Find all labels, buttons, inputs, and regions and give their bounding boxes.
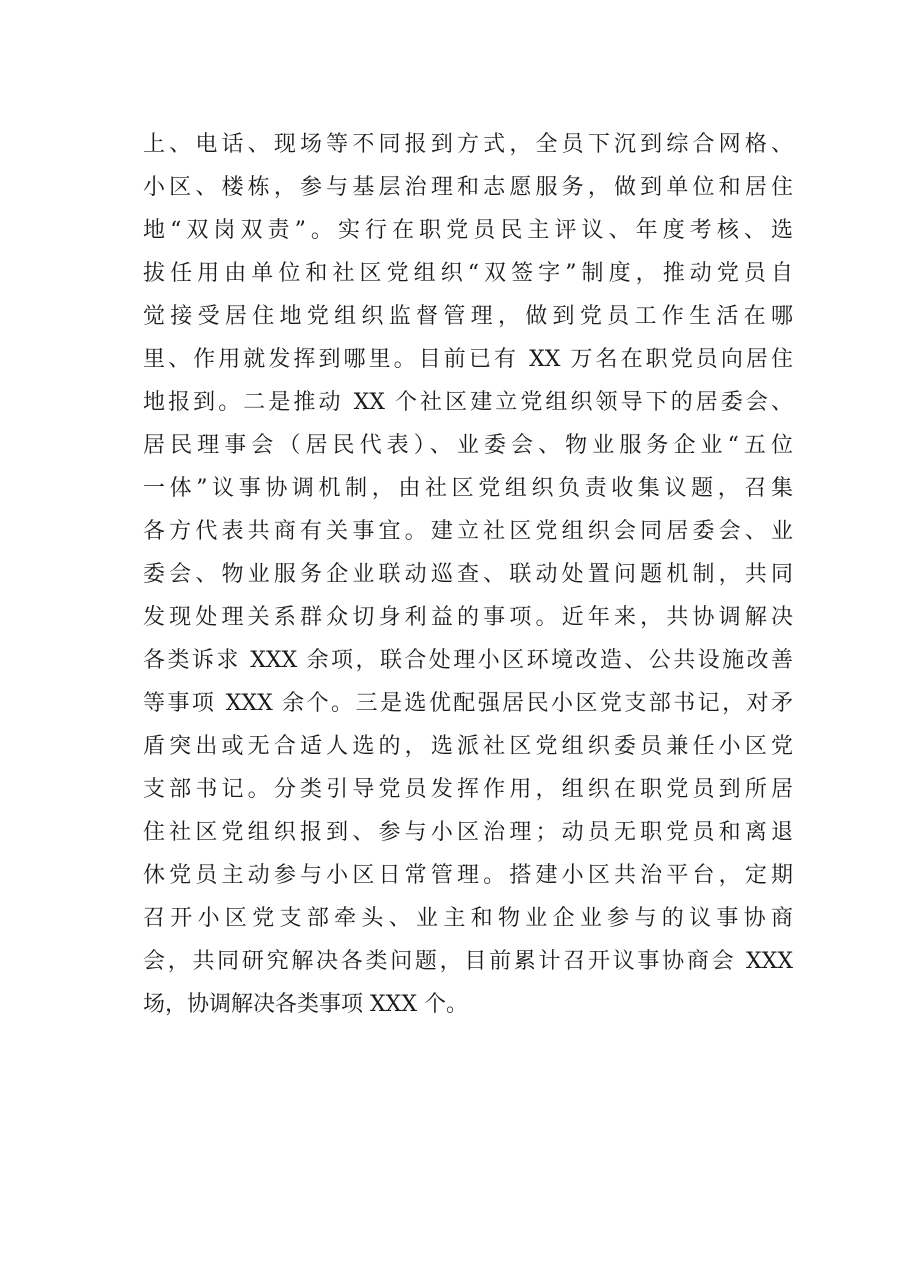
text-line: 地“双岗双责”。实行在职党员民主评议、年度考核、选 [143,218,793,243]
body-paragraph [143,123,793,1026]
text-line: 支部书记。分类引导党员发挥作用，组织在职党员到所居 [143,777,793,802]
text-line: 觉接受居住地党组织监督管理，做到党员工作生活在哪 [143,304,793,329]
text-line: 等事项 XXX 余个。三是选优配强居民小区党支部书记，对矛 [143,691,793,716]
text-line: 居民理事会（居民代表）、业委会、物业服务企业“五位 [143,433,793,458]
text-line: 小区、楼栋，参与基层治理和志愿服务，做到单位和居住 [143,175,793,200]
text-line: 里、作用就发挥到哪里。目前已有 XX 万名在职党员向居住 [143,347,793,372]
text-line: 委会、物业服务企业联动巡查、联动处置问题机制，共同 [143,562,793,587]
text-line: 会，共同研究解决各类问题，目前累计召开议事协商会 XXX [143,949,793,974]
text-line: 各方代表共商有关事宜。建立社区党组织会同居委会、业 [143,519,793,544]
text-line: 发现处理关系群众切身利益的事项。近年来，共协调解决 [143,605,793,630]
text-line: 一体”议事协调机制，由社区党组织负责收集议题，召集 [143,476,793,501]
text-line: 拔任用由单位和社区党组织“双签字”制度，推动党员自 [143,261,793,286]
text-line: 召开小区党支部牵头、业主和物业企业参与的议事协商 [143,906,793,931]
text-line: 各类诉求 XXX 余项，联合处理小区环境改造、公共设施改善 [143,648,793,673]
text-line: 地报到。二是推动 XX 个社区建立党组织领导下的居委会、 [143,390,793,415]
text-line: 上、电话、现场等不同报到方式，全员下沉到综合网格、 [143,132,793,157]
text-line: 场，协调解决各类事项 XXX 个。 [143,992,468,1017]
text-line: 住社区党组织报到、参与小区治理；动员无职党员和离退 [143,820,793,845]
text-line: 休党员主动参与小区日常管理。搭建小区共治平台，定期 [143,863,793,888]
text-line: 盾突出或无合适人选的，选派社区党组织委员兼任小区党 [143,734,793,759]
